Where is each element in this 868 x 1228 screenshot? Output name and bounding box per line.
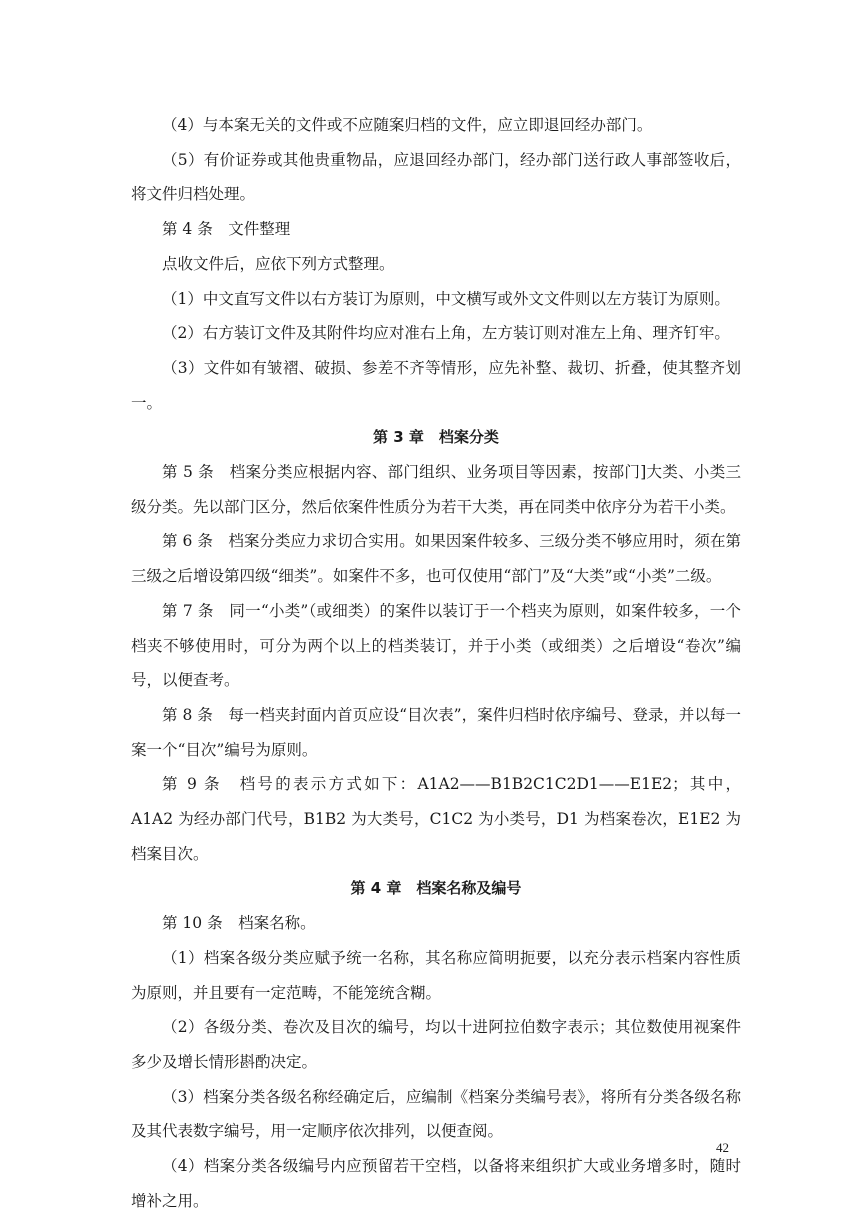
paragraph: （3）档案分类各级名称经确定后，应编制《档案分类编号表》，将所有分类各级名称及其代表数字编号，用一定顺序依次排列，以便查阅。 [131,1087,741,1141]
paragraph: 第 9 条 档号的表示方式如下：A1A2——B1B2C1C2D1——E1E2；其中，A1A2 为经办部门代号，B1B2 为大类号，C1C2 为小类号，D1 为档案卷次，E1E2 为档案目次。 [131,775,741,863]
document-body [131,108,741,1219]
paragraph: （3）文件如有皱褶、破损、参差不齐等情形，应先补整、裁切、折叠，使其整齐划一。 [131,358,741,412]
paragraph: （5）有价证券或其他贵重物品，应退回经办部门，经办部门送行政人事部签收后，将文件归档处理。 [131,150,741,204]
paragraph: 第 6 条 档案分类应力求切合实用。如果因案件较多、三级分类不够应用时，须在第三级之后增设第四级“细类”。如案件不多，也可仅使用“部门”及“大类”或“小类”二级。 [131,532,741,586]
article-title: 第 4 条 文件整理 [162,220,291,239]
page-number: 42 [716,1140,729,1155]
paragraph: 点收文件后，应依下列方式整理。 [162,254,395,273]
paragraph: （2）各级分类、卷次及目次的编号，均以十进阿拉伯数字表示；其位数使用视案件多少及增长情形斟酌决定。 [131,1018,741,1071]
paragraph: （4）与本案无关的文件或不应随案归档的文件，应立即退回经办部门。 [162,116,653,134]
article-title: 第 10 条 档案名称。 [162,914,316,933]
chapter-heading: 第 4 章 档案名称及编号 [350,879,522,898]
paragraph: （2）右方装订文件及其附件均应对准右上角，左方装订则对准左上角、理齐钉牢。 [162,324,730,343]
paragraph: 第 8 条 每一档夹封面内首页应设“目次表”，案件归档时依序编号、登录，并以每一案一个“目次”编号为原则。 [131,705,741,759]
paragraph: （4）档案分类各级编号内应预留若干空档，以备将来组织扩大或业务增多时，随时增补之用。 [131,1157,741,1210]
chapter-heading: 第 3 章 档案分类 [373,428,499,447]
paragraph: 第 5 条 档案分类应根据内容、部门组织、业务项目等因素，按部门]大类、小类三级分类。先以部门区分，然后依案件性质分为若干大类，再在同类中依序分为若干小类。 [131,463,741,516]
paragraph: 第 7 条 同一“小类”（或细类）的案件以装订于一个档夹为原则，如案件较多，一个档夹不够使用时，可分为两个以上的档类装订，并于小类（或细类）之后增设“卷次”编号，以便查考。 [131,601,741,690]
paragraph: （1）中文直写文件以右方装订为原则，中文横写或外文文件则以左方装订为原则。 [162,289,730,308]
paragraph: （1）档案各级分类应赋予统一名称，其名称应简明扼要，以充分表示档案内容性质为原则，并且要有一定范畴，不能笼统含糊。 [131,948,741,1002]
